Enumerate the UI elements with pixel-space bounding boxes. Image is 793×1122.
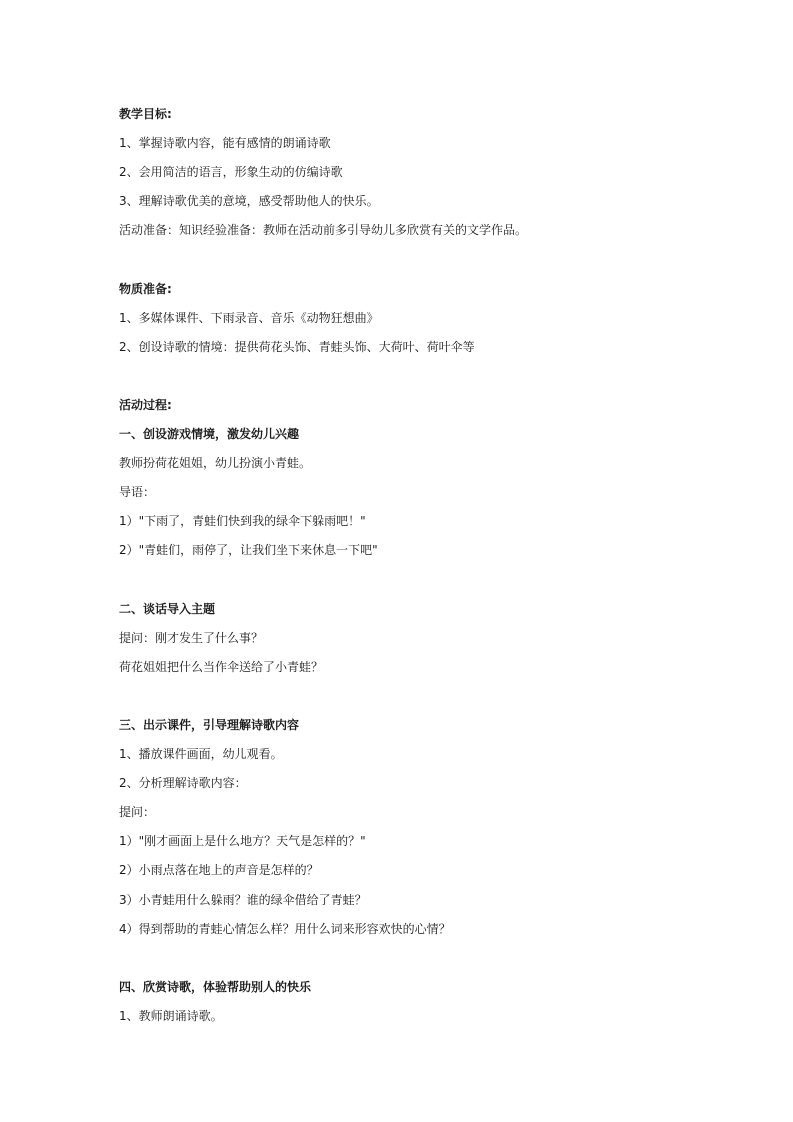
step-line: 提问：刚才发生了什么事？ <box>119 630 264 645</box>
step-line: 2）小雨点落在地上的声音是怎样的？ <box>119 863 319 878</box>
spacer <box>119 944 739 973</box>
step-title: 四、欣赏诗歌，体验帮助别人的快乐 <box>119 979 312 994</box>
step-line: 4）得到帮助的青蛙心情怎么样？用什么词来形容欢快的心情？ <box>119 921 451 936</box>
step-line: 教师扮荷花姐姐，幼儿扮演小青蛙。 <box>119 456 312 471</box>
step-title: 二、谈话导入主题 <box>119 601 216 616</box>
spacer <box>119 362 739 391</box>
material-item: 2、创设诗歌的情境：提供荷花头饰、青蛙头饰、大荷叶、荷叶伞等 <box>119 339 475 354</box>
step-line: 3）小青蛙用什么躲雨？谁的绿伞借给了青蛙？ <box>119 892 367 907</box>
spacer <box>119 566 739 595</box>
spacer <box>119 682 739 711</box>
step-line: 导语： <box>119 485 156 500</box>
step-line: 1、播放课件画面，幼儿观看。 <box>119 747 283 762</box>
step-line: 1）"下雨了，青蛙们快到我的绿伞下躲雨吧！" <box>119 514 366 529</box>
lesson-plan-content <box>119 100 739 1031</box>
material-item: 1、多媒体课件、下雨录音、音乐《动物狂想曲》 <box>119 310 379 325</box>
step-title: 一、创设游戏情境，激发幼儿兴趣 <box>119 427 300 442</box>
objectives-heading: 教学目标: <box>119 107 172 121</box>
step-line: 2、分析理解诗歌内容： <box>119 776 247 791</box>
objective-item: 2、会用简洁的语言，形象生动的仿编诗歌 <box>119 165 343 180</box>
step-line: 1、教师朗诵诗歌。 <box>119 1008 223 1023</box>
step-line: 提问： <box>119 805 156 820</box>
process-heading: 活动过程: <box>119 397 172 412</box>
step-line: 1）"刚才画面上是什么地方？天气是怎样的？" <box>119 834 366 849</box>
objective-item: 1、掌握诗歌内容，能有感情的朗诵诗歌 <box>119 136 331 151</box>
step-line: 2）"青蛙们，雨停了，让我们坐下来休息一下吧" <box>119 543 378 558</box>
step-line: 荷花姐姐把什么当作伞送给了小青蛙？ <box>119 659 324 674</box>
knowledge-preparation: 活动准备：知识经验准备：教师在活动前多引导幼儿多欣赏有关的文学作品。 <box>119 223 528 238</box>
spacer <box>119 245 739 274</box>
materials-heading: 物质准备: <box>119 281 172 296</box>
step-title: 三、出示课件，引导理解诗歌内容 <box>119 717 300 732</box>
objective-item: 3、理解诗歌优美的意境，感受帮助他人的快乐。 <box>119 194 379 209</box>
